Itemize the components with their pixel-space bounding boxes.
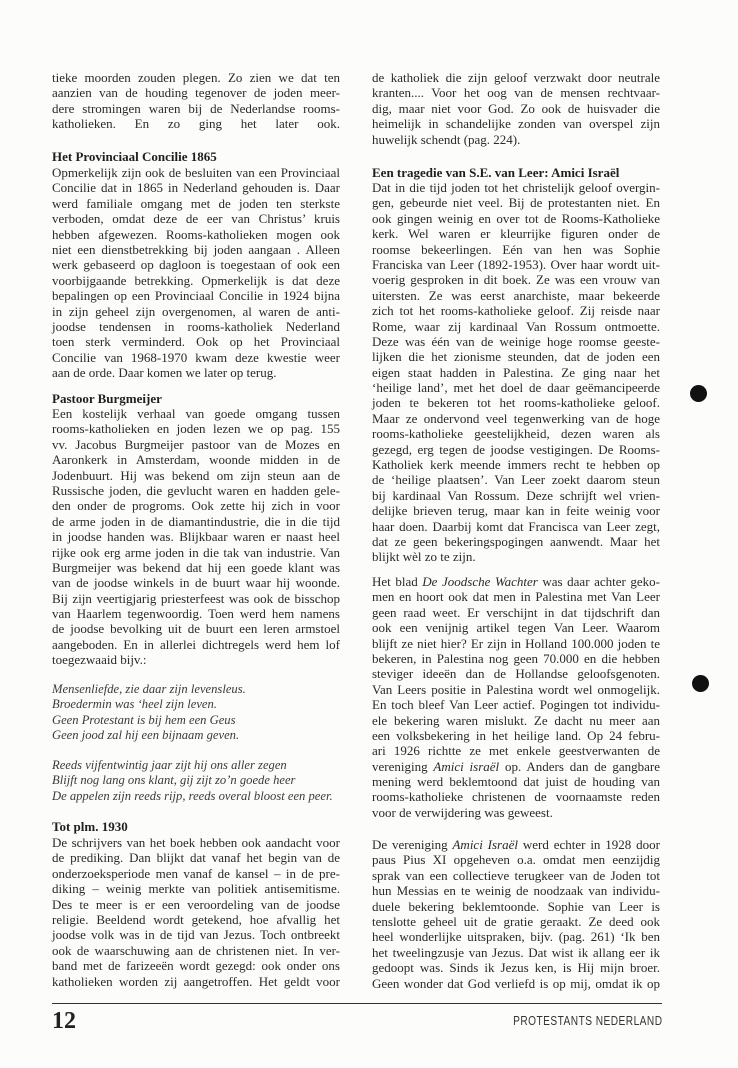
text-line: Broedermin was ‘heel zijn leven. (52, 697, 217, 712)
paragraph-continued-left (52, 70, 340, 132)
text-line: hebben afgewezen. Rooms-katholieken mogen ook (52, 226, 340, 242)
text-line: mening werd beklemtoond dat juist de houding van (372, 774, 660, 790)
text-line: ele bekering waren mislukt. Ze dacht nu meer aan (372, 712, 660, 728)
heading-provinciaal-concilie: Het Provinciaal Concilie 1865 (52, 149, 217, 164)
text-line: de prediking. Dan blijkt dat vanaf het begin van de (52, 850, 340, 866)
text-line: uitersten. Ze was eerst anarchiste, maar bekeerde (372, 287, 660, 303)
text-line: Een kostelijk verhaal van goede omgang tussen (52, 406, 340, 421)
text-line: Franciska van Leer (1892-1953). Over haar wordt uit- (372, 256, 660, 272)
text-line: tieke moorden zouden plegen. Zo zien we dat ten (52, 70, 340, 85)
text-line: in joodse handen was. Blijkbaar waren er naast heel (52, 529, 340, 545)
text-line: dig, maar niet voor God. Zo ook de huisvader die (372, 100, 660, 116)
text-line: haar doen. Daarbij komt dat Francisca van Leer zegt, (372, 518, 660, 534)
text-line: Burgmeijer was bekend dat hij een goede klant was (52, 559, 340, 575)
text-line: heimelijk in schandelijke zonden van overspel zijn (372, 116, 660, 132)
text-line: joodse tendensen in rooms-katholiek Nederland (52, 318, 340, 334)
text-line: de arme joden in de diamantindustrie, die in die tijd (52, 513, 340, 529)
text-segment: Het blad (372, 574, 423, 589)
text-segment: De vereniging (372, 837, 453, 852)
paragraph-van-leer-1 (372, 180, 660, 565)
text-line: lijken die het zionisme steunden, dat de joden een (372, 349, 660, 365)
paragraph-pastoor-burgmeijer (52, 406, 340, 668)
text-line: de ‘heilige plaatsen’. Van Leer zoekt daarom steun (372, 472, 660, 488)
left-column (52, 0, 340, 1000)
text-line: Bij zijn veertigjarig priesterfeest was ook de bisschop (52, 590, 340, 606)
text-line: den onder de progroms. Ook zette hij zich in voor (52, 498, 340, 514)
text-line: Jodenbuurt. Hij was bekend om zijn steun aan de (52, 467, 340, 483)
text-line: dat ze geen bekeringspogingen aanwendt. Maar het (372, 533, 660, 549)
text-segment: op. Anders dan de gangbare (499, 758, 661, 774)
heading-pastoor-burgmeijer: Pastoor Burgmeijer (52, 391, 162, 406)
paragraph-provinciaal-concilie (52, 165, 340, 380)
poem-stanza-1 (52, 682, 340, 744)
text-line: katholieken worden zij aangetroffen. Het geldt voor (52, 973, 340, 989)
paragraph-van-leer-3 (372, 837, 660, 991)
italic-title: Amici Israël (452, 837, 518, 852)
text-line: En toch bleef Van Leer actief. Pogingen tot individu- (372, 697, 660, 713)
text-line: zich tot het rooms-katholieke geloof. Zij reisde naar (372, 303, 660, 319)
text-line: ook een venijnig artikel tegen Van Leer. Waarom (372, 620, 660, 636)
text-line: steviger ideeën dan de Hollandse geloofsgenoten. (372, 666, 660, 682)
text-line: kranten.... Voor het oog van de mensen rechtvaar- (372, 85, 660, 101)
text-line: bepalingen op een Provinciaal Concilie in 1924 bijna (52, 288, 340, 304)
text-line: katholieken. En zo ging het later ook. (52, 116, 340, 132)
text-line: bij kardinaal Van Rossum. Deze schrijft wel vrien- (372, 487, 660, 503)
text-line: joodse volk was in de tijd van Jezus. Toch ontbreekt (52, 927, 340, 943)
text-line: werk gebaseerd op dagloon is toegestaan of ook een (52, 257, 340, 273)
text-line: huwelijk schendt (pag. 224). (372, 131, 521, 147)
text-line: band met de farizeeën wordt gezegd: ook onder ons (52, 958, 340, 974)
text-line: Russische joden, die gevlucht waren en hadden gele- (52, 482, 340, 498)
text-line: kerk. Wel waren er kleurrijke figuren onder de (372, 226, 660, 242)
text-line: Maar ze ondervond veel tegenwerking van de hoge (372, 410, 660, 426)
punch-hole-dot (692, 675, 709, 692)
text-line: religie. Beeldend wordt getekend, hoe afvallig het (52, 911, 340, 927)
text-line: in zijn geheel zijn overgenomen, al waren de anti- (52, 303, 340, 319)
italic-title: Amici israël (433, 758, 500, 774)
text-line: geen raad weet. Er verschijnt in dat tijdschrift dan (372, 604, 660, 620)
footer-rule (52, 1003, 662, 1004)
text-line: diking – weinig merkte van politiek antisemitisme. (52, 881, 340, 897)
text-line: hun Messias en te weinig de noodzaak van individu- (372, 883, 660, 899)
text-line: Blijft nog lang ons klant, gij zijt zo’n goede heer (52, 773, 296, 788)
text-line: rooms-katholieken en joden lezen we op pag. 155 (52, 421, 340, 437)
page-number: 12 (52, 1008, 76, 1034)
text-line: gedoopt was. Sinds ik Jezus ken, is Hij mijn broer. (372, 960, 660, 976)
text-line: sprak van een collectieve terugkeer van de Joden tot (372, 867, 660, 883)
text-line: men en hoort ook dat men in Palestina met Van Leer (372, 589, 660, 605)
text-line: bekeren, in Palestina nog geen 70.000 en die hebben (372, 650, 660, 666)
text-line: De schrijvers van het boek hebben ook aandacht voor (52, 835, 340, 850)
text-line: vv. Jacobus Burgmeijer pastoor van de Mozes en (52, 436, 340, 452)
text-line: van Haarlem tegenwoordig. Toen werd hem namens (52, 606, 340, 622)
text-line: gen, gebeurde niet veel. Bij de protestanten niet. En (372, 195, 660, 211)
text-line: Geen jood zal hij een bijnaam geven. (52, 728, 240, 743)
text-line: voor de verwijdering was geweest. (372, 804, 553, 820)
paragraph-van-leer-2 (372, 574, 660, 820)
right-column (372, 0, 660, 1000)
text-line: eigen staat hadden in Palestina. Ze ging naar het (372, 364, 660, 380)
text-line (372, 574, 660, 589)
text-line: duele bekering beklemtoonde. Sophie van Leer is (372, 898, 660, 914)
text-line: tenslotte geheel uit de gratie geraakt. Ze deed ook (372, 913, 660, 929)
text-line: toegezwaaid bijv.: (52, 652, 147, 668)
heading-tot-1930: Tot plm. 1930 (52, 819, 128, 834)
text-line: Van Leers positie in Palestina wordt wel onmogelijk. (372, 681, 660, 697)
text-line: Deze was één van de weinige hoge roomse geeste- (372, 333, 660, 349)
italic-title: De Joodsche Wachter (422, 574, 538, 589)
text-line: rooms-katholieke geestelijkheid, dezen waren als (372, 426, 660, 442)
text-line: dere stromingen waren bij de Nederlandse rooms- (52, 100, 340, 116)
text-line: Katholiek kerk meende immers recht te hebben op (372, 457, 660, 473)
text-line: onderzoeksperiode men vanaf de kansel – in de pre- (52, 865, 340, 881)
text-line: aangeboden. En in allerlei dichtregels werd hem lof (52, 636, 340, 652)
text-line: aan de orde. Daar komen we later op terug. (52, 365, 277, 381)
paragraph-tot-1930 (52, 835, 340, 989)
text-line: voerig gesproken in dit boek. Ze was een vrouw van (372, 272, 660, 288)
text-line: ‘heilige land’, met het doel de daar geëmancipeerde (372, 380, 660, 396)
text-line: een volksbekering in het heilige land. Op 24 febru- (372, 727, 660, 743)
text-segment: vereniging (372, 758, 434, 774)
text-line: gezegd, erg tegen de joodse vestigingen. De Rooms- (372, 441, 660, 457)
text-line: Opmerkelijk zijn ook de besluiten van een Provinciaal (52, 165, 340, 180)
text-line: de joodse bevolking uit de buurt een leren armstoel (52, 621, 340, 637)
text-line: Des te meer is er een veroordeling van de joodse (52, 896, 340, 912)
text-line: Concilie dat in 1865 in Nederland gehouden is. Daar (52, 180, 340, 196)
text-line: delijke brieven terug, maar kan in feite weinig voor (372, 503, 660, 519)
text-line: Dat in die tijd joden tot het christelijk geloof overgin- (372, 180, 660, 195)
text-line: blijft ze niet hier? Er zijn in Holland 100.000 joden te (372, 635, 660, 651)
text-line: verboden, omdat deze de eer van Christus’ kruis (52, 211, 340, 227)
text-line: Aaronkerk in Amsterdam, woonde midden in de (52, 452, 340, 468)
text-line: Geen wonder dat God verliefd is op mij, omdat ik op (372, 975, 660, 991)
poem-stanza-2 (52, 758, 340, 804)
punch-hole-dot (690, 385, 707, 402)
text-line: rijke ook erg arme joden in die tak van industrie. Van (52, 544, 340, 560)
text-line: de katholiek die zijn geloof verzwakt door neutrale (372, 70, 660, 85)
text-line: van de joodse winkels in de buurt waar hij woonde. (52, 575, 340, 591)
text-line: blijkt wèl zo te zijn. (372, 549, 476, 565)
text-line: Geen Protestant is bij hem een Geus (52, 712, 236, 727)
text-line: voorbijgaande betrekking. Opmerkelijk is dat deze (52, 272, 340, 288)
publication-name: PROTESTANTS NEDERLAND (512, 1013, 662, 1028)
text-line: heel wonderlijke uitspraken, bijv. (pag. 261) ‘Ik ben (372, 929, 660, 945)
text-line: Mensenliefde, zie daar zijn levensleus. (52, 682, 246, 696)
text-line: Reeds vijfentwintig jaar zijt hij ons aller zegen (52, 758, 287, 772)
text-line (372, 759, 660, 774)
text-line: joden te bekeren tot het rooms-katholieke geloof. (372, 395, 660, 411)
text-line: werd familiale omgang met de joden ten sterkste (52, 195, 340, 211)
heading-tragedie-van-leer: Een tragedie van S.E. van Leer: Amici Israël (372, 165, 620, 180)
text-line: het tweelingzusje van Jezus. Dat wist ik allang eer ik (372, 944, 660, 960)
text-line: aanzien van de houding tegenover de joden meer- (52, 85, 340, 101)
text-line: ari 1926 richtte ze met enkele geestverwanten de (372, 743, 660, 759)
text-line: ook gingen weinig en over tot de Rooms-Katholieke (372, 210, 660, 226)
text-line: ook de waarschuwing aan de christenen niet. In ver- (52, 942, 340, 958)
text-line: rooms-katholieke christenen de voornaamste reden (372, 789, 660, 805)
text-line: roomse bekeerlingen. Eén van hen was Sophie (372, 241, 660, 257)
text-segment: werd echter in 1928 door (518, 837, 660, 852)
text-segment: was daar achter geko- (537, 574, 661, 589)
text-line: Rome, waar zij kardinaal Van Rossum ontmoette. (372, 318, 660, 334)
text-line: niet een dienstbetrekking bij joden aangaan . Alleen (52, 241, 340, 257)
text-line: toen sterk verminderd. Ook op het Provinciaal (52, 334, 340, 350)
text-line: Concilie van 1968-1970 kwam deze kwestie weer (52, 349, 340, 365)
text-line (372, 837, 660, 852)
text-line: paus Pius XI opgeheven o.a. omdat men eenzijdig (372, 852, 660, 868)
paragraph-continued-right (372, 70, 660, 147)
text-line: De appelen zijn reeds rijp, reeds overal bloost een peer. (52, 788, 333, 803)
